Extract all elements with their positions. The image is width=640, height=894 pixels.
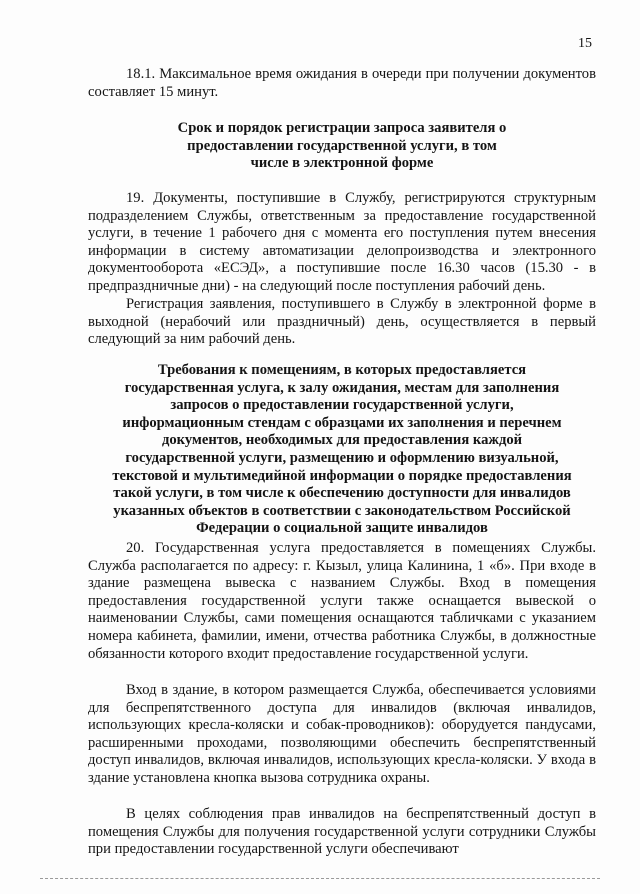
paragraph-19: 19. Документы, поступившие в Службу, регистрируются структурным подразделением Службы, ответственным за предоставление государственной услуги, в течение 1 рабочего дня с момента его поступления путем внесения информации в систему автоматизации делопроизводства и электронного документооборота «ЕСЭД», а поступившие после 16.30 часов (15.30 - в предпраздничные дни) - на следующий после поступления рабочий день.: [88, 190, 596, 294]
paragraph-19-electronic: Регистрация заявления, поступившего в Службу в электронной форме в выходной (нерабочий или праздничный) день, осуществляется в первый следующий за ним рабочий день.: [88, 296, 596, 348]
paragraph-20-rights: В целях соблюдения прав инвалидов на беспрепятственный доступ в помещения Службы для получения государственной услуги сотрудники Службы при предоставлении государственной услуги обеспечивают: [88, 806, 596, 858]
section-heading-registration: Срок и порядок регистрации запроса заявителя о предоставлении государственной услуги, в том числе в электронной форме: [177, 120, 507, 172]
paragraph-20-entrance: Вход в здание, в котором размещается Служба, обеспечивается условиями для беспрепятственного доступа для инвалидов (включая инвалидов, использующих кресла-коляски и собак-проводников): оборудуется пандусами, расширенными проходами, позволяющими обеспечить беспрепятственный доступ инвалидов, включая инвалидов, использующих кресла-коляски. У входа в здание установлена кнопка вызова сотрудника охраны.: [88, 682, 596, 786]
page-number: 15: [578, 36, 592, 51]
bottom-divider: [40, 878, 600, 879]
paragraph-20: 20. Государственная услуга предоставляется в помещениях Службы. Служба располагается по адресу: г. Кызыл, улица Калинина, 1 «б». При входе в здание размещена вывеска с названием Службы. Вход в помещения предоставления государственной услуги также оснащается вывеской о наименовании Службы, сами помещения оснащаются табличками с указанием номера кабинета, фамилии, имени, отчества работника Службы, в должностные обязанности которого входит предоставление государственной услуги.: [88, 540, 596, 662]
section-heading-premises: Требования к помещениям, в которых предоставляется государственная услуга, к залу ожидания, местам для заполнения запросов о предоставлении государственной услуги, информационным стендам с образцами их заполнения и перечнем документов, необходимых для предоставления каждой государственной услуги, размещению и оформлению визуальной, текстовой и мультимедийной информации о порядке предоставления такой услуги, в том числе к обеспечению доступности для инвалидов указанных объектов в соответствии с законодательством Российской Федерации о социальной защите инвалидов: [112, 362, 572, 537]
paragraph-18-1: 18.1. Максимальное время ожидания в очереди при получении документов составляет 15 минут.: [88, 66, 596, 100]
